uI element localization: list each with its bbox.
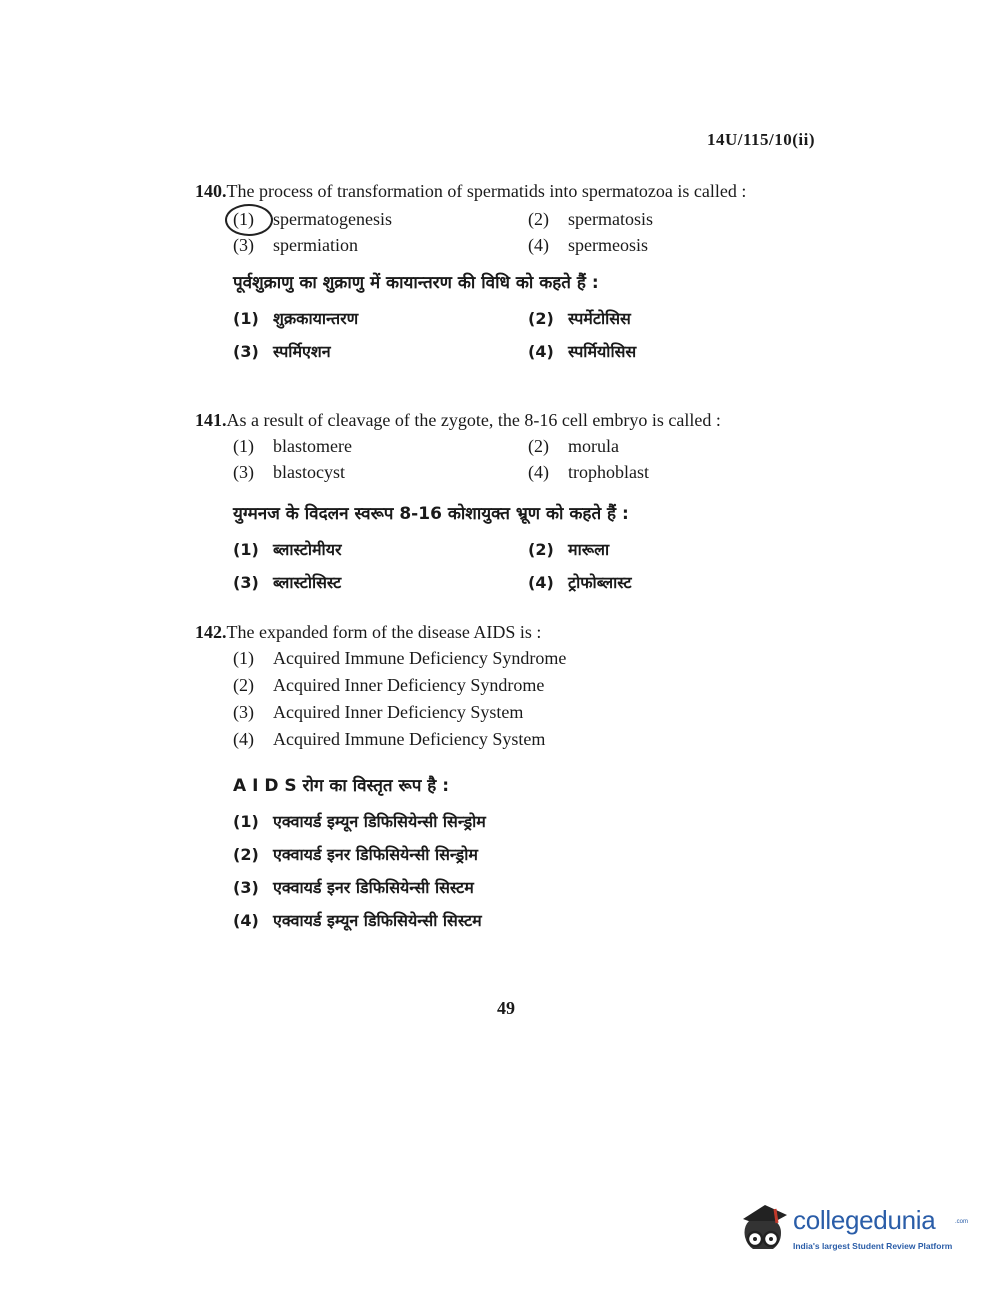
option-3: (3) Acquired Inner Deficiency System: [233, 702, 524, 722]
collegedunia-logo: [735, 1197, 969, 1257]
option-2: (2) morula: [528, 436, 619, 456]
paper-code: 14U/115/10(ii): [706, 130, 815, 149]
option-2: (2) Acquired Inner Deficiency Syndrome: [233, 675, 545, 695]
option-4-hi: (4) ट्रोफोब्लास्ट: [528, 573, 632, 592]
option-4: (4) trophoblast: [528, 462, 649, 482]
options-hi: [233, 302, 835, 368]
option-1-hi: (1) ब्लास्टोमीयर: [233, 540, 342, 559]
logo-suffix: .com: [955, 1219, 969, 1225]
option-1: (1) Acquired Immune Deficiency Syndrome: [233, 648, 567, 668]
options-en: [233, 645, 835, 753]
option-2-hi: (2) मारूला: [528, 540, 610, 559]
page-number: 49: [497, 998, 515, 1018]
option-1-hi: (1) शुक्रकायान्तरण: [233, 309, 359, 328]
options-hi: [233, 533, 835, 599]
option-2-hi: (2) स्पर्मेटोसिस: [528, 309, 631, 328]
options-en: [233, 433, 835, 485]
question-stem-hi: A I D S रोग का विस्तृत रूप है :: [233, 776, 450, 796]
option-1: (1) spermatogenesis: [233, 206, 528, 232]
option-3-hi: (3) एक्वायर्ड इनर डिफिसियेन्सी सिस्टम: [233, 878, 474, 897]
question-number: 141.: [195, 410, 227, 430]
option-4: (4) Acquired Immune Deficiency System: [233, 729, 546, 749]
question-140: [195, 180, 835, 368]
question-stem-hi: युग्मनज के विदलन स्वरूप 8-16 कोशायुक्त भ्रूण को कहते हैं :: [233, 504, 629, 524]
question-number: 142.: [195, 622, 227, 642]
question-141: [195, 409, 835, 599]
options-en: [233, 206, 835, 258]
question-stem-en: [195, 180, 835, 202]
question-text: The expanded form of the disease AIDS is :: [226, 622, 542, 642]
question-text: As a result of cleavage of the zygote, the 8-16 cell embryo is called :: [226, 410, 721, 430]
option-3: (3) blastocyst: [233, 462, 345, 482]
option-4-hi: (4) एक्वायर्ड इम्यून डिफिसियेन्सी सिस्टम: [233, 911, 482, 930]
question-stem-en: [195, 409, 835, 431]
logo-wordmark: collegedunia: [793, 1205, 936, 1235]
options-hi: [233, 805, 835, 937]
option-2-hi: (2) एक्वायर्ड इनर डिफिसियेन्सी सिन्ड्रोम: [233, 845, 478, 864]
option-4: (4) spermeosis: [528, 235, 648, 255]
option-3: (3) spermiation: [233, 235, 358, 255]
question-stem-hi: पूर्वशुक्राणु का शुक्राणु में कायान्तरण की विधि को कहते हैं :: [233, 273, 599, 293]
option-3-hi: (3) स्पर्मिएशन: [233, 342, 331, 361]
logo-tagline: India's largest Student Review Platform: [793, 1241, 953, 1251]
question-142: [195, 621, 835, 937]
option-1: (1) blastomere: [233, 436, 352, 456]
question-number: 140.: [195, 181, 227, 201]
question-text: The process of transformation of spermatids into spermatozoa is called :: [226, 181, 747, 201]
option-1-hi: (1) एक्वायर्ड इम्यून डिफिसियेन्सी सिन्ड्रोम: [233, 812, 486, 831]
option-4-hi: (4) स्पर्मियोसिस: [528, 342, 637, 361]
option-3-hi: (3) ब्लास्टोसिस्ट: [233, 573, 342, 592]
student-mascot-icon: [735, 1197, 793, 1257]
question-stem-en: [195, 621, 835, 643]
option-2: (2) spermatosis: [528, 209, 653, 229]
